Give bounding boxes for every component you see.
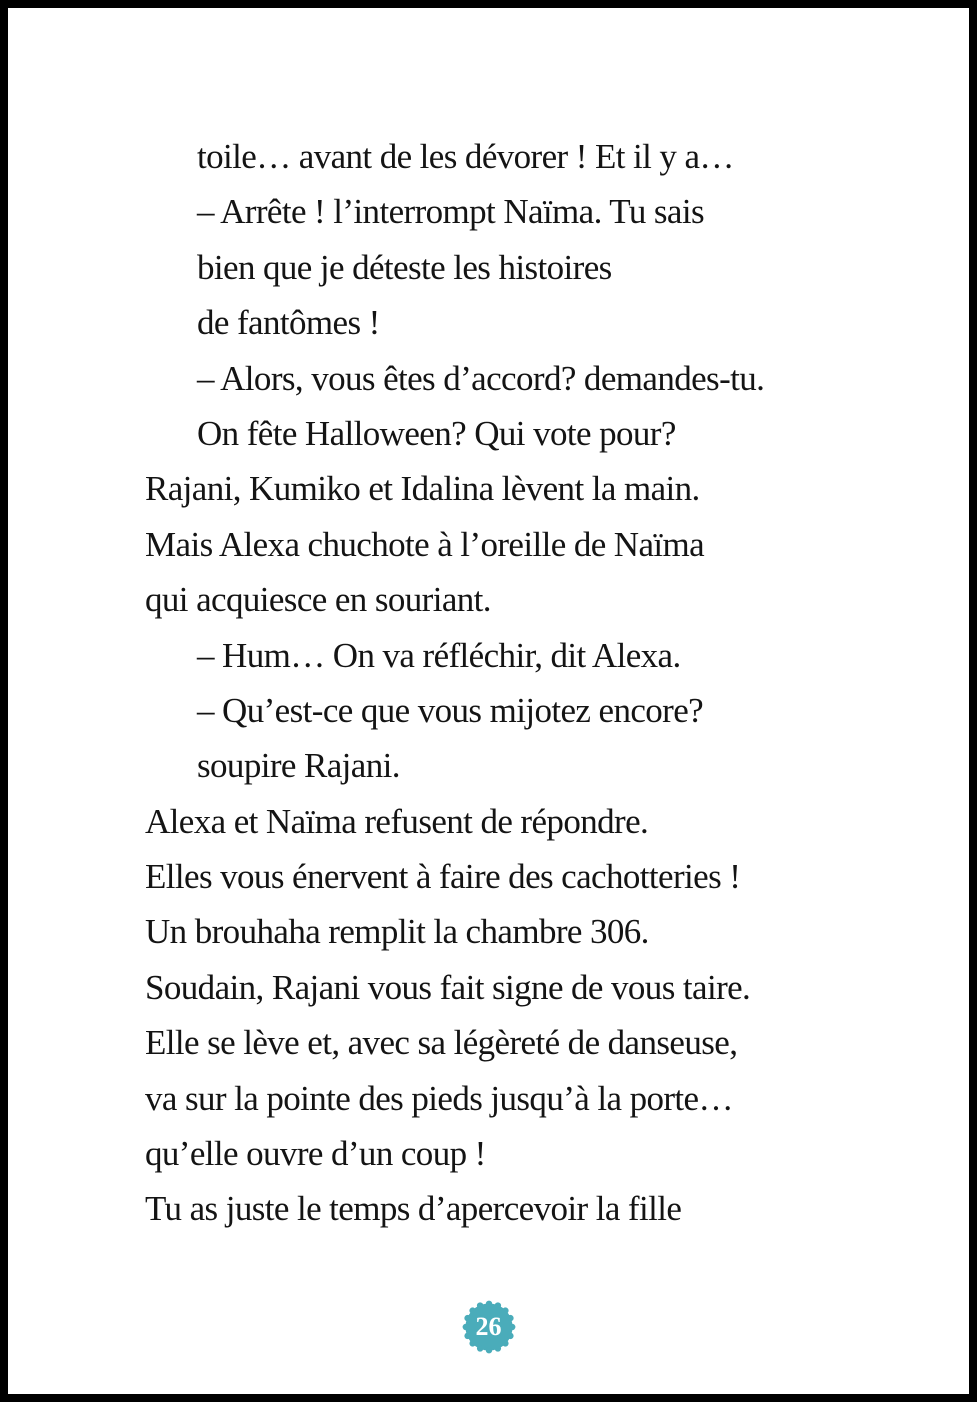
text-line: On fête Halloween? Qui vote pour? [197, 413, 676, 453]
story-text [145, 129, 865, 1237]
text-line: Rajani, Kumiko et Idalina lèvent la main. [145, 469, 700, 509]
book-page [8, 8, 969, 1394]
text-line: Soudain, Rajani vous fait signe de vous taire. [145, 967, 751, 1007]
text-line: bien que je déteste les histoires [197, 247, 612, 287]
text-line: – Alors, vous êtes d’accord? demandes-tu. [197, 358, 765, 398]
text-line: Un brouhaha remplit la chambre 306. [145, 912, 649, 952]
text-line: – Qu’est-ce que vous mijotez encore? [197, 690, 704, 730]
text-line: Mais Alexa chuchote à l’oreille de Naïma [145, 524, 705, 564]
text-line: Elles vous énervent à faire des cachotteries ! [145, 857, 741, 897]
text-line: – Hum… On va réfléchir, dit Alexa. [197, 635, 681, 675]
text-line: va sur la pointe des pieds jusqu’à la porte… [145, 1078, 733, 1118]
page-number: 26 [475, 1312, 502, 1341]
text-line: de fantômes ! [197, 303, 380, 343]
text-line: soupire Rajani. [197, 746, 400, 786]
text-line: qui acquiesce en souriant. [145, 580, 491, 620]
text-line: Alexa et Naïma refusent de répondre. [145, 801, 649, 841]
text-line: Tu as juste le temps d’apercevoir la fille [145, 1189, 682, 1229]
text-line: toile… avant de les dévorer ! Et il y a… [197, 137, 734, 176]
text-line: – Arrête ! l’interrompt Naïma. Tu sais [197, 192, 704, 232]
text-line: qu’elle ouvre d’un coup ! [145, 1134, 486, 1174]
text-line: Elle se lève et, avec sa légèreté de danseuse, [145, 1023, 738, 1063]
page-number-badge [461, 1299, 517, 1355]
